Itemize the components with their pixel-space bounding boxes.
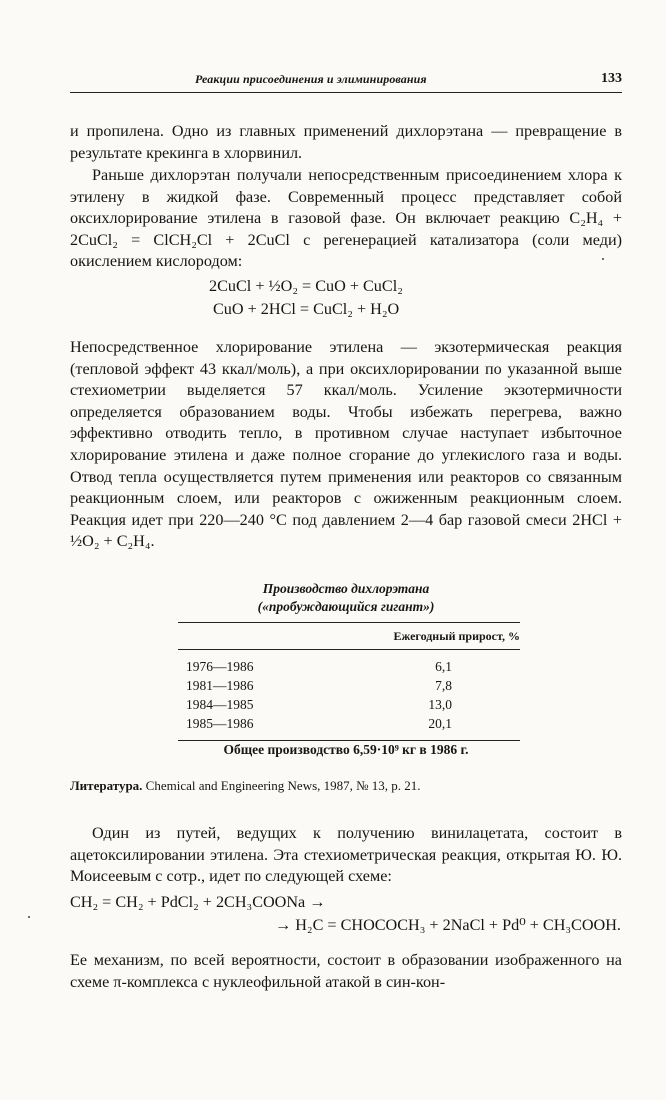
literature-text: Chemical and Engineering News, 1987, № 13, p. 21.: [145, 778, 421, 793]
table-cell-period: 1976—1986: [186, 659, 254, 674]
table-header: [178, 623, 520, 649]
paragraph-4: [70, 823, 622, 888]
table-header-rule: [178, 649, 520, 650]
table-caption-subtitle: («пробуждающийся гигант»): [257, 599, 435, 614]
equation-4: → H₂C = CHOCOCH₃ + 2NaCl + Pd⁰ + CH₃COOH.: [275, 916, 621, 934]
table-cell-value: 6,1: [435, 659, 452, 674]
table-caption-title: Производство дихлорэтана: [262, 581, 430, 596]
table-summary: Общее производство 6,59·10⁹ кг в 1986 г.: [223, 742, 469, 757]
equation-3: CH₂ = CH₂ + PdCl₂ + 2CH₃COONa →: [70, 893, 326, 911]
table-row: [178, 696, 520, 715]
paragraph-4-text: Один из путей, ведущих к получению винилацетата, состоит в ацетоксилировании этилена. Эта стехиометрическая реакция, открытая Ю. Ю. Моисеевым с сотр., идет по следующей схеме:: [70, 824, 622, 886]
table-cell-period: 1984—1985: [186, 697, 254, 712]
paragraph-3-text: Непосредственное хлорирование этилена — экзотермическая реакция (тепловой эффект 43 ккал/моль), а при оксихлорировании по указанной выше стехиометрии выделяется 57 ккал/моль. Усиление экзотермичности определяется образованием воды. Чтобы избежать перегрева, важно эффективно отводить тепло, в противном случае наступает избыточное хлорирование этилена и даже полное сгорание до углекислого газа и воды. Отвод тепла осуществляется путем применения или реакторов со связанным реакционным слоем, или реакторов с ожиженным реакционным слоем. Реакция идет при 220—240 °C под давлением 2—4 бар газовой смеси 2HCl + ½O₂ + C₂H₄.: [70, 338, 622, 551]
print-speck: [28, 916, 30, 918]
table-cell-value: 7,8: [435, 678, 452, 693]
table-cell-period: 1985—1986: [186, 716, 254, 731]
equation-1: 2CuCl + ½O₂ = CuO + CuCl₂: [209, 277, 403, 295]
paragraph-5: [70, 950, 622, 993]
growth-table: [178, 622, 520, 741]
paragraph-1-text: и пропилена. Одно из главных применений дихлорэтана — превращение в результате крекинга в хлорвинил.: [70, 122, 622, 162]
running-title: Реакции присоединения и элиминирования: [195, 72, 427, 86]
paragraph-5-text: Ее механизм, по всей вероятности, состоит в образовании изображенного на схеме π-комплекса с нуклеофильной атакой в син-кон-: [70, 951, 622, 991]
table-cell-value: 13,0: [428, 697, 452, 712]
page-number: 133: [601, 71, 622, 86]
literature-reference: [70, 778, 421, 794]
table-cell-value: 20,1: [428, 716, 452, 731]
paragraph-2: [70, 165, 622, 273]
table-bottom-rule: [178, 740, 520, 741]
paragraph-3: [70, 337, 622, 553]
table-row: [178, 715, 520, 734]
column-header-growth: Ежегодный прирост, %: [393, 629, 520, 643]
table-row: [178, 677, 520, 696]
running-header: [70, 70, 622, 93]
paragraph-1: [70, 121, 622, 164]
table-cell-period: 1981—1986: [186, 678, 254, 693]
print-speck: [602, 258, 604, 260]
equation-2: CuO + 2HCl = CuCl₂ + H₂O: [213, 300, 400, 318]
paragraph-2-text: Раньше дихлорэтан получали непосредственным присоединением хлора к этилену в жидкой фазе. Современный процесс представляет собой оксихлорирование этилена в газовой фазе. Он включает реакцию C₂H₄ + 2CuCl₂ = ClCH₂Cl + 2CuCl с регенерацией катализатора (соли меди) окислением кислородом:: [70, 166, 622, 271]
literature-label: Литература.: [70, 778, 143, 793]
table-row: [178, 658, 520, 677]
